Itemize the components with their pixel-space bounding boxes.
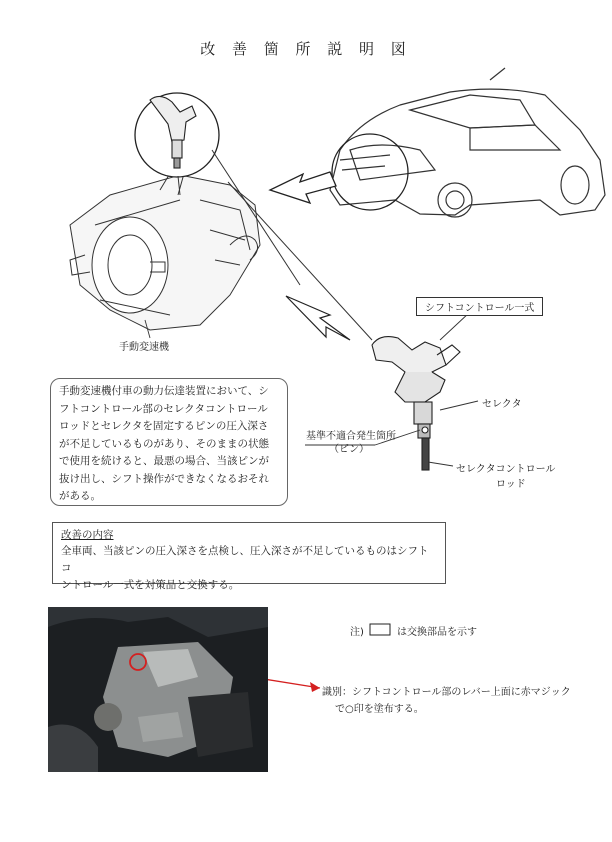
- notice-line: で使用を続けると、最悪の場合、当該ピンが: [59, 455, 269, 467]
- identification-line1: 識別：シフトコントロール部のレバー上面に赤マジック: [322, 687, 571, 698]
- notice-line: フトコントロール部のセレクタコントロール: [59, 402, 268, 415]
- identification-line2: で○印を塗布する。: [335, 704, 424, 715]
- note-prefix: 注): [350, 627, 364, 638]
- notice-line: がある。: [59, 490, 101, 502]
- label-selector-rod-line1: セレクタコントロール: [456, 464, 556, 475]
- defect-description-box: [50, 378, 288, 506]
- notice-line: ロッドとセレクタを固定するピンの圧入深さ: [59, 420, 269, 432]
- arrow-car-to-transmission: [270, 172, 336, 203]
- engine-photo: [48, 607, 268, 772]
- improvement-line: ントロール一式を対策品と交換する。: [61, 579, 240, 591]
- label-selector-rod-line2: ロッド: [496, 479, 526, 490]
- label-manual-transmission: 手動変速機: [119, 342, 169, 353]
- label-selector: セレクタ: [482, 399, 522, 410]
- note-legend-box: [370, 624, 390, 635]
- notice-line: 抜け出し、シフト操作ができなくなるおそれ: [59, 472, 269, 485]
- notice-line: が不足しているものがあり、そのままの状態: [59, 437, 269, 450]
- transmission-illustration: [70, 165, 260, 330]
- label-shift-control-assembly: シフトコントロール一式: [416, 297, 543, 316]
- note-text: は交換部品を示す: [397, 627, 477, 638]
- page-title: 改 善 箇 所 説 明 図: [200, 40, 412, 58]
- improvement-box: [52, 522, 446, 591]
- shift-control-assembly-illustration: [372, 337, 460, 470]
- car-illustration: [330, 68, 605, 217]
- label-nonconformity-pin: （ピン）: [329, 444, 369, 455]
- improvement-heading: 改善の内容: [61, 529, 114, 541]
- improvement-line: 全車両、当該ピンの圧入深さを点検し、圧入深さが不足しているものはシフトコ: [61, 545, 429, 574]
- arrow-to-shift-assembly: [286, 296, 350, 340]
- label-nonconformity-location: 基準不適合発生箇所: [306, 431, 396, 442]
- notice-line: 手動変速機付車の動力伝達装置において、シ: [59, 385, 269, 397]
